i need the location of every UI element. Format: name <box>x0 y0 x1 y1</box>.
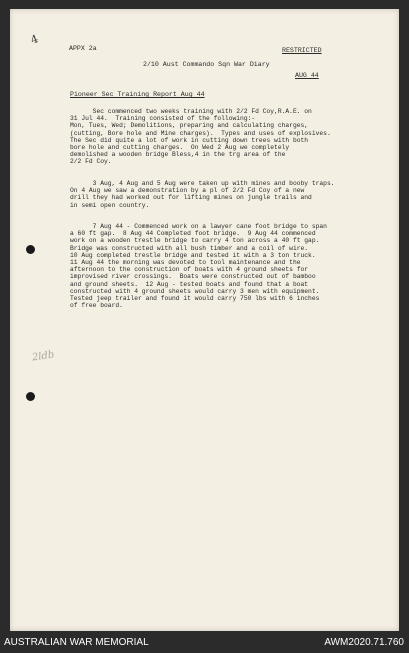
punch-hole-top <box>26 245 35 254</box>
punch-hole-bottom <box>26 392 35 401</box>
classification-label: RESTRICTED <box>282 47 322 54</box>
paragraph-1: Sec commenced two weeks training with 2/2 Fd Coy,R.A.E. on 31 Jul 44. Training consisted of the following:- Mon, Tues, Wed; Demolitions, preparing and calculating charges, (cutting, Bore hole and Mine charges). Types and uses of explosives. The Sec did quite a lot of work in cutting down trees with both bore hole and cutting charges. On Wed 2 Aug we completely demolished a wooden bridge Bless,4 in the trg area of the 2/2 Fd Coy. <box>70 108 331 166</box>
pencil-annotation: 2ldb <box>31 349 56 364</box>
footer-accession-number: AWM2020.71.760 <box>324 637 404 648</box>
paragraph-2: 3 Aug, 4 Aug and 5 Aug were taken up with mines and booby traps. On 4 Aug we saw a demonstration by a pl of 2/2 Fd Coy of a new drill they had worked out for lifting mines on jungle trails and in semi open country. <box>70 180 335 209</box>
paragraph-3: 7 Aug 44 - Commenced work on a lawyer cane foot bridge to span a 60 ft gap. 8 Aug 44 Completed foot bridge. 9 Aug 44 commenced work on a wooden trestle bridge to carry 4 ton across a 40 ft gap. Bridge was constructed with all bush timber and a coil of wire. 10 Aug completed trestle bridge and tested it with a 3 ton truck. 11 Aug 44 the morning was devoted to tool maintenance and the afternoon to the construction of boats with 4 ground sheets for improvised river crossings. Boats were constructed out of bamboo and ground sheets. 12 Aug - tested boats and found that a boat constructed with 4 ground sheets would carry 3 men with equipment. Tested jeep trailer and found it would carry 750 lbs with 6 inches of free board. <box>70 223 327 310</box>
appendix-label: APPX 2a <box>69 45 97 52</box>
handwritten-page-mark: 4 <box>28 32 41 47</box>
document-page <box>10 9 399 631</box>
document-title: 2/10 Aust Commando Sqn War Diary <box>143 61 270 68</box>
document-month: AUG 44 <box>295 72 319 79</box>
report-heading: Pioneer Sec Training Report Aug 44 <box>70 91 205 98</box>
archive-footer <box>0 631 409 653</box>
footer-institution: AUSTRALIAN WAR MEMORIAL <box>4 637 149 648</box>
